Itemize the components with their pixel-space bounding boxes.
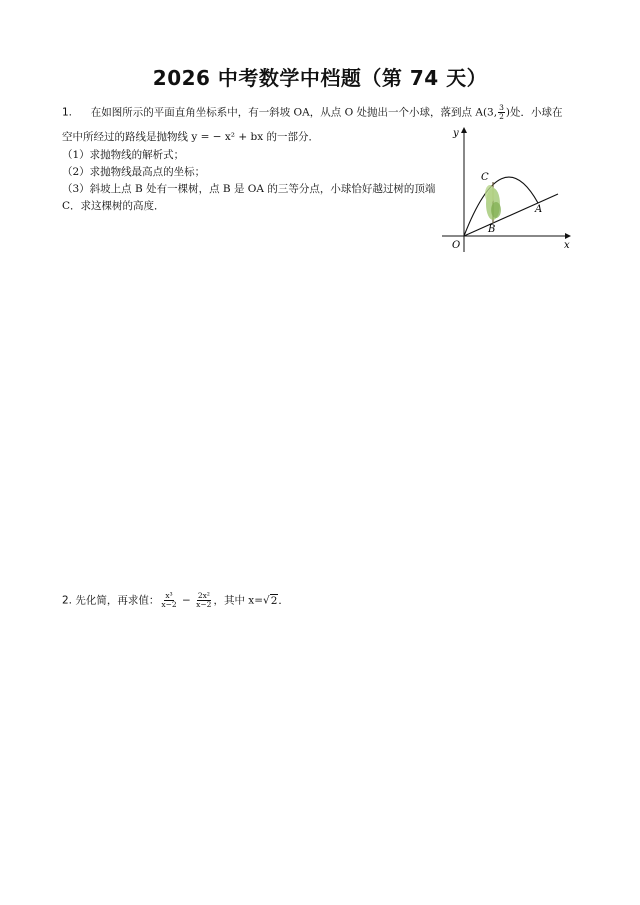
q2-prompt: 先化简，再求值： bbox=[75, 594, 160, 607]
q2-fraction-2 bbox=[195, 592, 212, 609]
q1-point-a-left: (3, bbox=[482, 106, 498, 119]
label-b: B bbox=[488, 224, 496, 235]
q1-point-a-fraction bbox=[498, 104, 505, 121]
q2-minus: − bbox=[182, 594, 191, 607]
parabola-curve bbox=[464, 177, 538, 236]
label-c: C bbox=[481, 172, 489, 183]
q1-line2-tail: 的一部分． bbox=[266, 131, 319, 143]
q2-sqrt: √2 bbox=[263, 594, 278, 607]
q2-end: ． bbox=[278, 594, 289, 607]
q2-frac2-den: x−2 bbox=[196, 600, 212, 609]
label-o: O bbox=[452, 240, 461, 251]
q2-frac1-num: x³ bbox=[165, 591, 173, 600]
q2-number: 2. bbox=[62, 594, 73, 607]
page-title: 2026 中考数学中档题（第 74 天） bbox=[152, 66, 488, 90]
q2-condition-prefix: ，其中 x= bbox=[213, 594, 264, 607]
slope-line-oa bbox=[464, 194, 558, 236]
q1-line1-text: 在如图所示的平面直角坐标系中，有一斜坡 OA，从点 O 处抛出一个小球，落到点 A bbox=[90, 106, 483, 119]
q1-number: 1. bbox=[62, 106, 73, 119]
q1-subquestion-2: （2）求抛物线最高点的坐标； bbox=[62, 166, 206, 178]
tree-icon bbox=[485, 182, 501, 223]
label-x: x bbox=[564, 240, 570, 251]
q1-line1-tail: 处．小球在 bbox=[509, 106, 563, 119]
q1-subquestion-1: （1）求抛物线的解析式； bbox=[62, 149, 185, 161]
label-a: A bbox=[535, 204, 543, 215]
q1-line1 bbox=[62, 104, 562, 121]
q2-frac2-num: 2x² bbox=[197, 591, 210, 600]
q1-figure bbox=[440, 124, 580, 256]
q1-subquestion-3-continued: C．求这棵树的高度． bbox=[62, 200, 165, 212]
q2-fraction-1 bbox=[160, 592, 177, 609]
q2-sqrt-radicand: 2 bbox=[270, 594, 278, 607]
q2-line bbox=[62, 592, 289, 609]
q1-point-a-frac-den: 2 bbox=[499, 112, 504, 121]
q1-line2-text: 空中所经过的路线是抛物线 bbox=[62, 131, 188, 143]
q1-point-a-frac-num: 3 bbox=[499, 103, 504, 112]
q1-line2 bbox=[62, 130, 319, 144]
q1-point-a-right: ) bbox=[505, 106, 510, 119]
label-y: y bbox=[453, 128, 459, 139]
q1-parabola-formula: y = − x² + bx bbox=[191, 131, 264, 143]
q1-subquestion-3: （3）斜坡上点 B 处有一棵树，点 B 是 OA 的三等分点，小球恰好越过树的顶端 bbox=[62, 183, 436, 195]
q2-frac1-den: x−2 bbox=[161, 600, 177, 609]
